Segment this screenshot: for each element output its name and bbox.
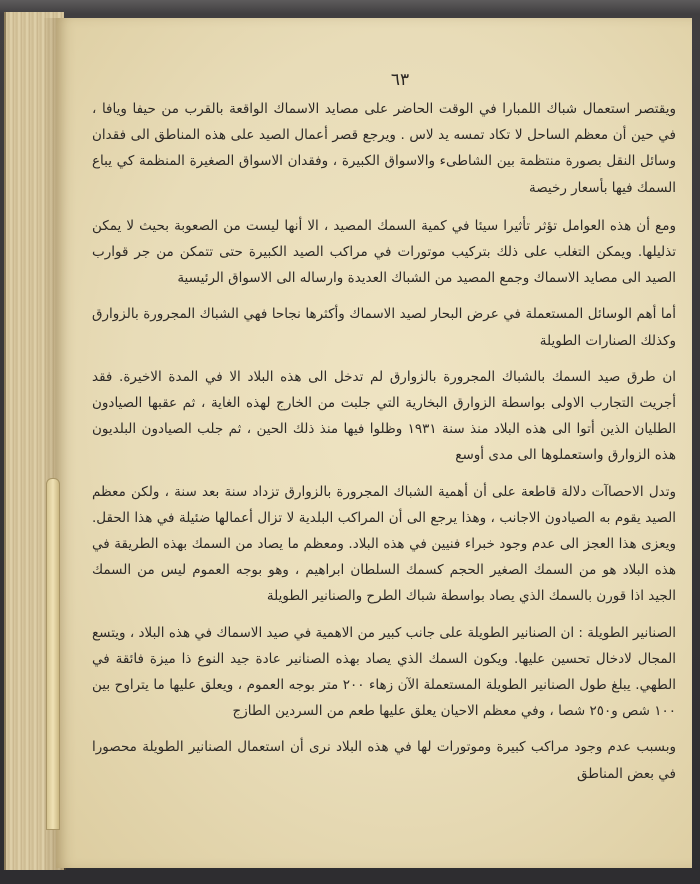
paragraph-2: ومع أن هذه العوامل تؤثر تأثيرا سيئا في كمية السمك المصيد ، الا أنها ليست من الصعوبة بحيث لا يمكن تذليلها. ويمكن التغلب على ذلك بتركيب موتورات في مراكب الصيد الكبيرة حتى تتمكن من جر قوارب الصيد الى مصايد الاسماك وجمع المصيد من الشباك العديدة وارساله الى الاسواق الرئيسية [92, 217, 676, 287]
paragraph-7: وبسبب عدم وجود مراكب كبيرة وموتورات لها في هذه البلاد نرى أن استعمال الصنانير الطويلة محصورا في بعض المناطق [92, 739, 676, 782]
paragraph-5: وتدل الاحصاآت دلالة قاطعة على أن أهمية الشباك المجرورة بالزوارق تزداد سنة بعد سنة ، ولكن معظم الصيد يقوم به الصيادون الاجانب ، وهذا يرجع الى أن المراكب البلدية لا تزال أعمالها ضئيلة في هذا الحقل. ويعزى هذا العجز الى عدم وجود خبراء فنيين في هذه البلاد. ومعظم ما يصاد من السمك بهذه الطريقة في هذه البلاد هو من السمك الصغير الحجم كسمك السلطان ابراهيم ، وهو بوجه العموم ليس من السمك الجيد اذا قورن بالسمك الذي يصاد بواسطة شباك الطرح والصنانير الطويلة [92, 483, 676, 605]
page-body [92, 96, 676, 797]
paragraph-6: الصنانير الطويلة : ان الصنانير الطويلة على جانب كبير من الاهمية في صيد الاسماك في هذه البلاد ، ويتسع المجال لادخال تحسين عليها. ويكون السمك الذي يصاد بهذه الصنانير عادة جيد النوع ذا ميزة فائقة في الطهي. يبلغ طول الصنانير الطويلة المستعملة الآن زهاء ٢٠٠ متر بوجه العموم ، ويعلق عليها ما يتراوح بين ١٠٠ شص و٢٥٠ شصا ، وفي معظم الاحيان يعلق عليها طعم من السردين الطازج [92, 624, 676, 720]
paragraph-3: أما أهم الوسائل المستعملة في عرض البحار لصيد الاسماك وأكثرها نجاحا فهي الشباك المجرورة بالزوارق وكذلك الصنارات الطويلة [92, 306, 676, 349]
paragraph-4: ان طرق صيد السمك بالشباك المجرورة بالزوارق لم تدخل الى هذه البلاد الا في المدة الاخيرة. فقد أجريت التجارب الاولى بواسطة الزوارق البخارية التي جلبت من الخارج لهذه الغاية ، ثم عقبها الصيادون الطليان الذين أتوا الى هذه البلاد منذ سنة ١٩٣١ وظلوا فيها منذ ذلك الحين ، ثم جلب الصيادون البلديون هذه الزوارق واستعملوها الى مدى أوسع [92, 368, 676, 464]
page-number: ٦٣ [390, 70, 410, 90]
paragraph-1: ويقتصر استعمال شباك اللمبارا في الوقت الحاضر على مصايد الاسماك الواقعة بالقرب من حيفا ويافا ، في حين أن معظم الساحل لا تكاد تمسه يد لاس . ويرجع قصر أعمال الصيد على هذه المناطق الى فقدان وسائل النقل بصورة منتظمة بين الشاطىء والاسواق الكبيرة ، وفقدان الاسواق الصغيرة المنظمة كي يباع السمك فيها بأسعار رخيصة [92, 101, 676, 196]
bookmark-strip [46, 478, 60, 830]
